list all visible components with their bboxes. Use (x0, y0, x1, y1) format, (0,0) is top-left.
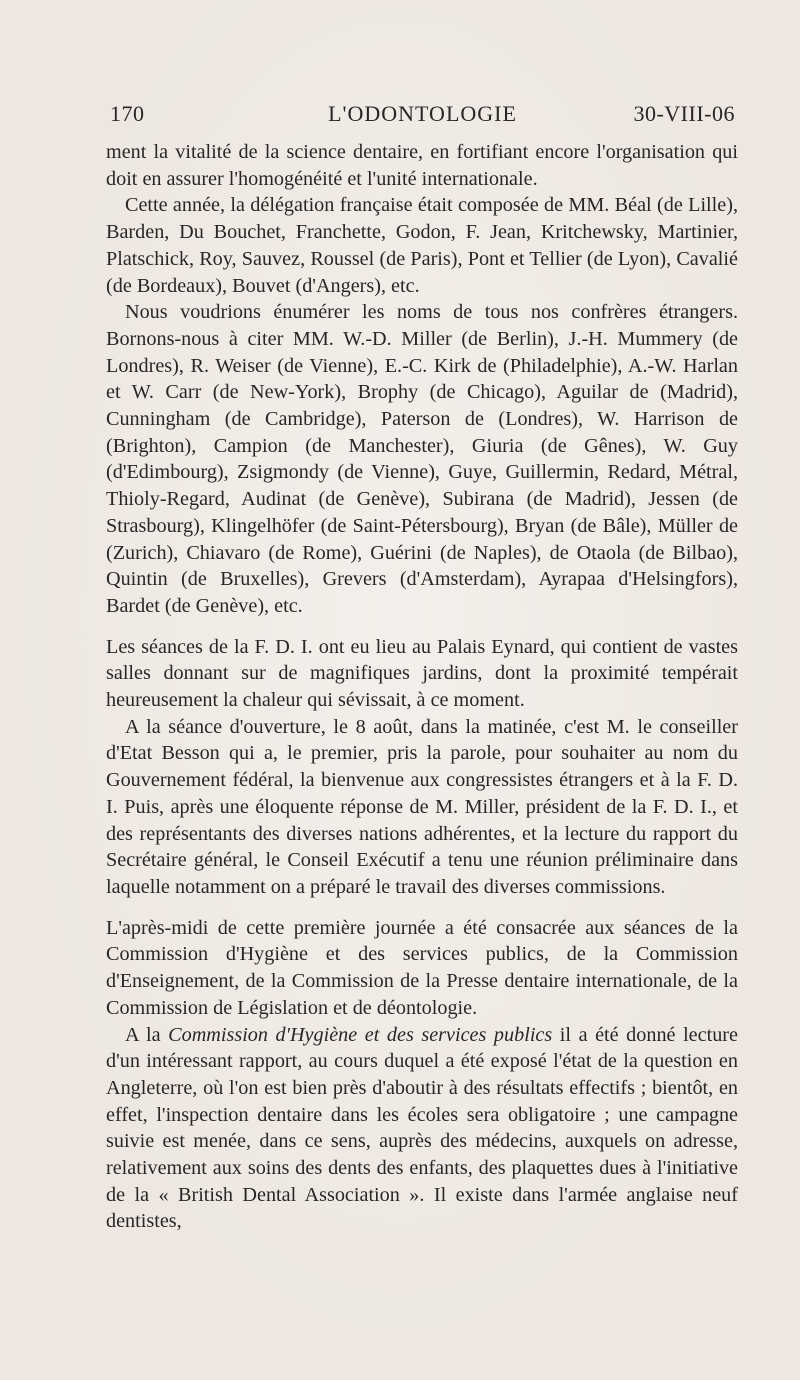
paragraph-afternoon-sessions: L'après-midi de cette première journée a été consacrée aux séances de la Commission d'Hygiène et des services publics, de la Commission d'Enseignement, de la Commission de la Presse dentaire internationale, de la Commission de Législation et de déontologie. (106, 916, 738, 1019)
paragraph-opening-session: A la séance d'ouverture, le 8 août, dans la matinée, c'est M. le conseiller d'Etat Besson qui a, le premier, pris la parole, pour souhaiter au nom du Gouvernement fédéral, la bienvenue aux congressistes étrangers et à la F. D. I. Puis, après une éloquente réponse de M. Miller, président de la F. D. I., et des représentants des diverses nations adhérentes, et la lecture du rapport du Secrétaire général, le Conseil Exécutif a tenu une réunion préliminaire dans laquelle notamment on a préparé le travail des diverses commissions. (106, 715, 738, 898)
commission-name-italic: Commission d'Hygiène et des services publics (168, 1023, 553, 1046)
paragraph-foreign-delegates: Nous voudrions énumérer les noms de tous nos confrères étrangers. Bornons-nous à citer MM. W.-D. Miller (de Berlin), J.-H. Mummery (de Londres), R. Weiser (de Vienne), E.-C. Kirk de (Philadelphie), A.-W. Harlan et W. Carr (de New-York), Brophy (de Chicago), Aguilar de (Madrid), Cunningham (de Cambridge), Paterson de (Londres), W. Harrison de (Brighton), Campion (de Manchester), Giuria (de Gênes), W. Guy (d'Edimbourg), Zsigmondy (de Vienne), Guye, Guillermin, Redard, Métral, Thioly-Regard, Audinat (de Genève), Subirana (de Madrid), Jessen (de Strasbourg), Klingelhöfer (de Saint-Pétersbourg), Bryan (de Bâle), Müller de (Zurich), Chiavaro (de Rome), Guérini (de Naples), de Otaola (de Bilbao), Quintin (de Bruxelles), Grevers (d'Amsterdam), Ayrapaa d'Helsingfors), Bardet (de Genève), etc. (106, 301, 738, 617)
journal-title: L'ODONTOLOGIE (328, 101, 517, 126)
article-body (106, 139, 738, 1235)
paragraph-palais-eynard: Les séances de la F. D. I. ont eu lieu au Palais Eynard, qui contient de vastes salles donnant sur de magnifiques jardins, dont la proximité tempérait heureusement la chaleur qui sévissait, à ce moment. (106, 635, 738, 712)
paragraph-continuation: ment la vitalité de la science dentaire, en fortifiant encore l'organisation qui doit en assurer l'homogénéité et l'unité internationale. (106, 141, 738, 190)
paragraph-french-delegation: Cette année, la délégation française était composée de MM. Béal (de Lille), Barden, Du Bouchet, Franchette, Godon, F. Jean, Kritchewsky, Martinier, Platschick, Roy, Sauvez, Roussel (de Paris), Pont et Tellier (de Lyon), Cavalié (de Bordeaux), Bouvet (d'Angers), etc. (106, 194, 738, 297)
page-number: 170 (110, 101, 145, 126)
paragraph-hygiene-commission (106, 1022, 738, 1236)
running-header (110, 101, 735, 133)
paragraph-rest: il a été donné lecture d'un intéressant rapport, au cours duquel a été exposé l'état de la question en Angleterre, où l'on est bien près d'aboutir à des résultats effectifs ; bientôt, en effet, l'inspection dentaire dans les écoles sera obligatoire ; une campagne suivie est menée, dans ce sens, auprès des médecins, auxquels on adresse, relativement aux soins des dents des enfants, des plaquettes dues à l'initiative de la « British Dental Association ». Il existe dans l'armée anglaise neuf dentistes, (106, 1023, 738, 1233)
paragraph-lead: A la (125, 1023, 169, 1046)
issue-date: 30-VIII-06 (633, 101, 735, 126)
